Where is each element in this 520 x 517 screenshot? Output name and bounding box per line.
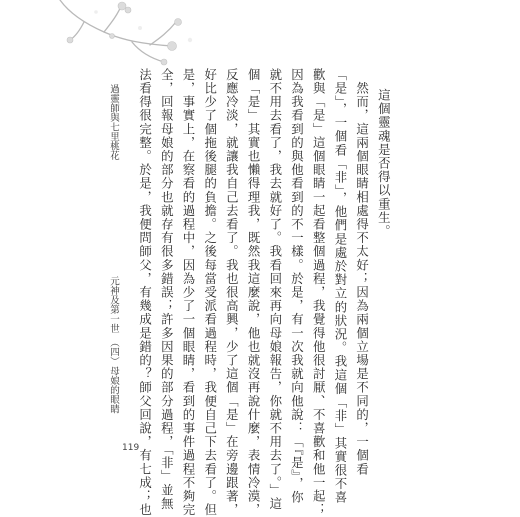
blossom-branch-decoration (0, 0, 210, 72)
section-name: （四）母娘的眼睛 (108, 342, 119, 414)
text-line: 法看得很完整。於是，我便問師父，有幾成是錯的？師父回說，有七成；也 (137, 68, 153, 517)
book-title: 過靈師與七里桃花 (108, 84, 119, 160)
text-line: 是，事實上，在察看的過程中，因為少了一個眼睛，看到的事件過程不夠完 (180, 68, 196, 517)
body-text (137, 68, 416, 517)
text-line: 歡與「是」這個眼睛一起看整個過程，我覺得他很討厭、不喜歡和他一起； (311, 68, 327, 517)
text-line: 因為我看到的與他看到的不一樣。於是，有一次我就向他說：「『是』，你 (289, 68, 305, 505)
text-line: 「是」，一個看「非」，他們是處於對立的狀況。我這個「非」其實很不喜 (332, 68, 348, 505)
text-line: 個「是」其實也懶得理我，既然我這麼說，他也就沒再說什麼，表情冷漠， (246, 68, 262, 517)
text-line: 就不用去看了，我去就好了。我看回來再向母娘報告，你就不用去了。」這 (267, 68, 283, 511)
chapter-title (107, 276, 119, 414)
page-number: 119 (122, 443, 140, 453)
text-line: 反應冷淡，就讓我自己去看了。我也很高興，少了這個「是」在旁邊跟著， (224, 68, 240, 517)
text-line: 然而，這兩個眼睛相處得不太好；因為兩個立場是不同的，一個看 (354, 68, 370, 476)
text-line: 好比少了個拖後腿的負擔。之後每當受派看過程時，我便自己下去看了。但 (202, 68, 218, 517)
chapter-name: 元神及第一世 (108, 276, 119, 334)
running-header (107, 84, 119, 414)
text-line: 全，回報母娘的部分也就存有很多錯誤；許多因果的部分過程，「非」並無 (159, 68, 175, 511)
text-line: 這個靈魂是否得以重生。 (376, 88, 392, 239)
